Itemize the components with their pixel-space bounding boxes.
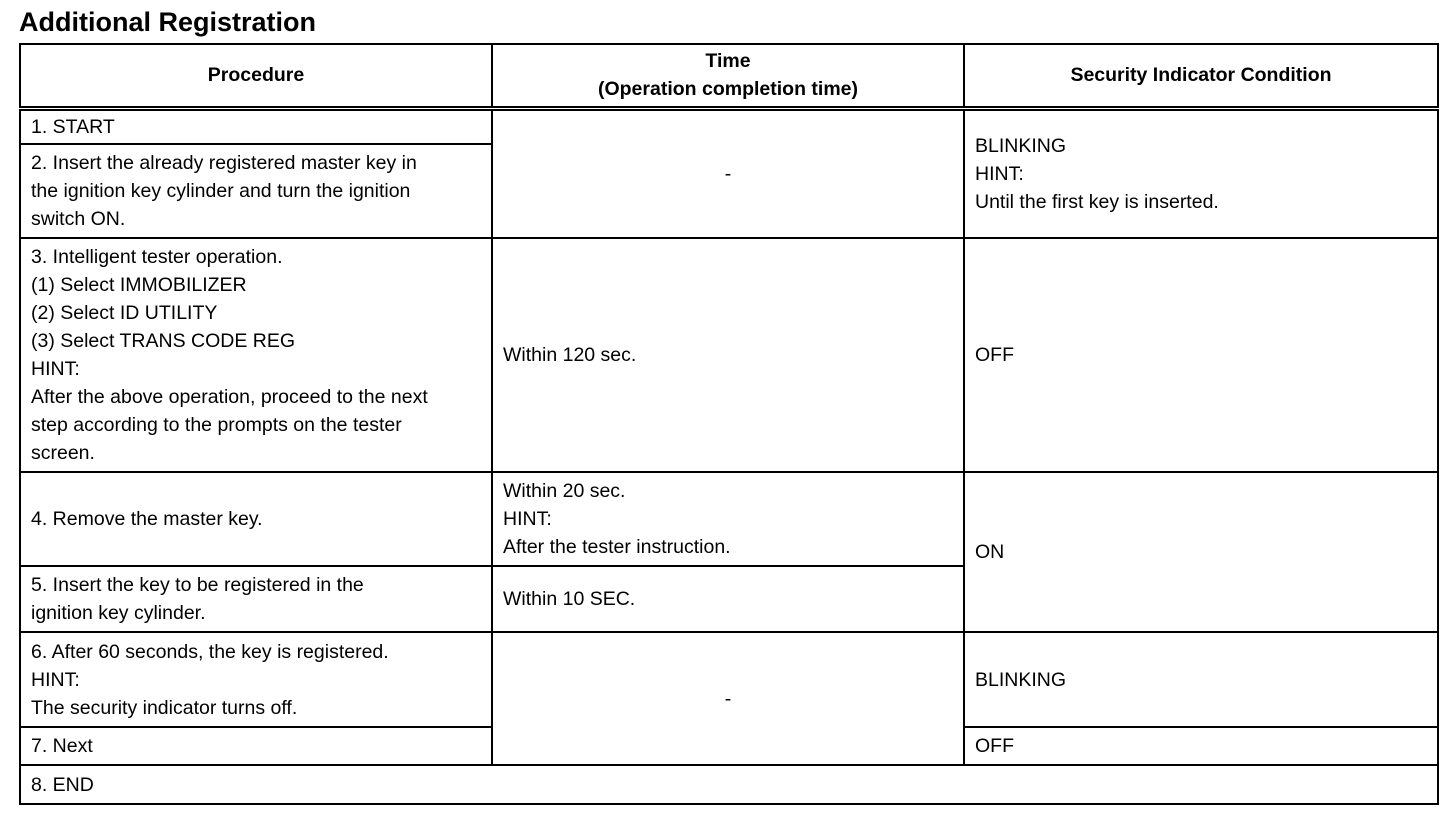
- indicator-cell-step-7: OFF: [964, 727, 1438, 765]
- column-header-time: Time (Operation completion time): [492, 44, 964, 108]
- indicator-cell-step-3: OFF: [964, 238, 1438, 472]
- indicator-cell-steps-1-2: BLINKING HINT: Until the first key is inserted.: [964, 108, 1438, 238]
- table-row: [20, 472, 1438, 566]
- procedure-step-8: 8. END: [20, 765, 1438, 804]
- registration-table: [19, 43, 1439, 805]
- procedure-step-3: 3. Intelligent tester operation. (1) Select IMMOBILIZER (2) Select ID UTILITY (3) Select TRANS CODE REG HINT: After the above operation, proceed to the next step according to the prompts on the tester screen.: [20, 238, 492, 472]
- time-cell-step-3: Within 120 sec.: [492, 238, 964, 472]
- table-row: [20, 632, 1438, 727]
- column-header-procedure: Procedure: [20, 44, 492, 108]
- table-row: [20, 238, 1438, 472]
- procedure-step-2: 2. Insert the already registered master key in the ignition key cylinder and turn the ignition switch ON.: [20, 144, 492, 238]
- indicator-cell-step-6: BLINKING: [964, 632, 1438, 727]
- procedure-step-1: 1. START: [20, 108, 492, 144]
- time-cell-step-5: Within 10 SEC.: [492, 566, 964, 632]
- time-cell-steps-6-7: -: [492, 632, 964, 765]
- procedure-step-7: 7. Next: [20, 727, 492, 765]
- table-header-row: [20, 44, 1438, 108]
- time-cell-steps-1-2: -: [492, 108, 964, 238]
- procedure-step-6: 6. After 60 seconds, the key is registered. HINT: The security indicator turns off.: [20, 632, 492, 727]
- procedure-step-4: 4. Remove the master key.: [20, 472, 492, 566]
- table-row: [20, 108, 1438, 144]
- time-cell-step-4: Within 20 sec. HINT: After the tester instruction.: [492, 472, 964, 566]
- column-header-indicator: Security Indicator Condition: [964, 44, 1438, 108]
- page-title: Additional Registration: [19, 7, 316, 37]
- procedure-step-5: 5. Insert the key to be registered in the ignition key cylinder.: [20, 566, 492, 632]
- table-row: [20, 765, 1438, 804]
- indicator-cell-steps-4-5: ON: [964, 472, 1438, 632]
